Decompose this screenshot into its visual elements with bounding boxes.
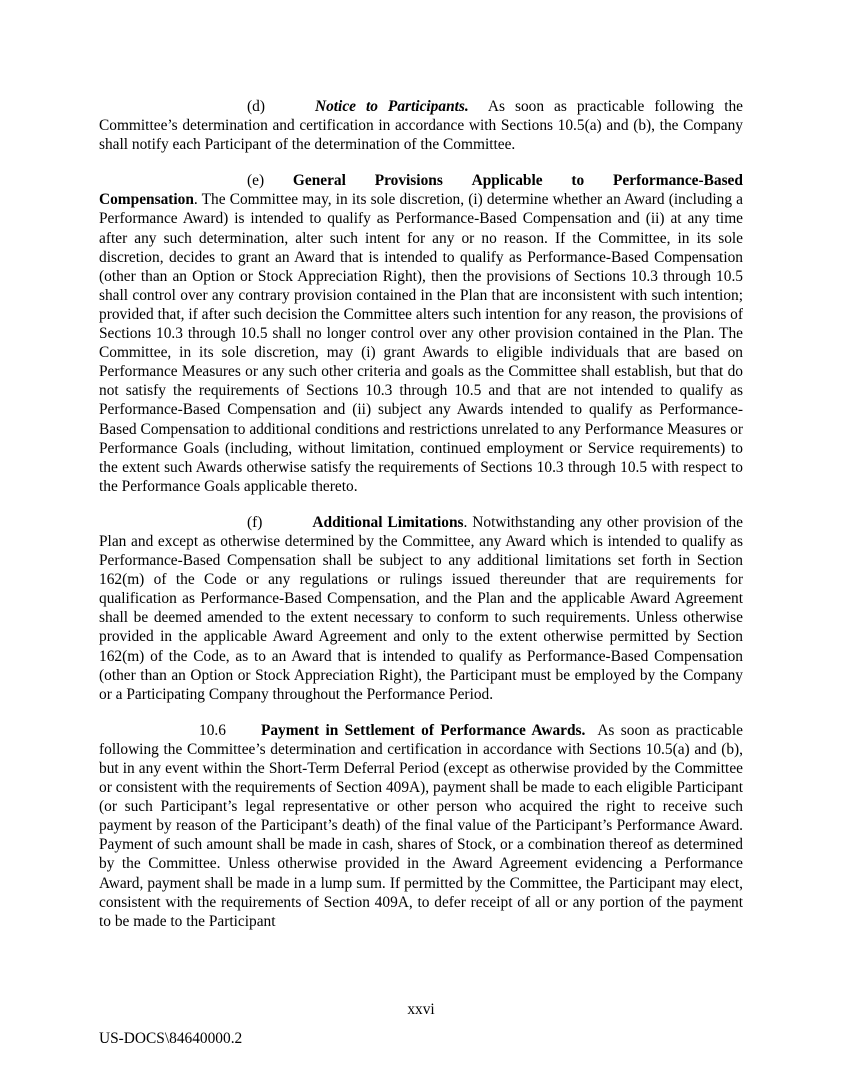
section-e-text: . The Committee may, in its sole discretion, (i) determine whether an Award (including a Performance Award) is intended to qualify as Performance-Based Compensation and (ii) at any time after any such determination, alter such intent for any or no reason. If the Committee, in its sole discretion, decides to grant an Award that is intended to qualify as Performance-Based Compensation (other than an Option or Stock Appreciation Right), then the provisions of Sections 10.3 through 10.5 shall control over any contrary provision contained in the Plan that are inconsistent with such intention; provided that, if after such decision the Committee alters such intention for any reason, the provisions of Sections 10.3 through 10.5 shall no longer control over any other provision contained in the Plan. The Committee, in its sole discretion, may (i) grant Awards to eligible individuals that are based on Performance Measures or any such other criteria and goals as the Committee shall establish, but that do not satisfy the requirements of Sections 10.3 through 10.5 and that are not intended to qualify as Performance-Based Compensation and (ii) subject any Awards intended to qualify as Performance-Based Compensation to additional conditions and restrictions unrelated to any Performance Measures or Performance Goals (including, without limitation, continued employment or Service requirements) to the extent such Awards otherwise satisfy the requirements of Sections 10.3 through 10.5 with respect to the Performance Goals applicable thereto. (99, 191, 743, 495)
section-10-6 (99, 721, 743, 931)
section-10-6-label: 10.6 (199, 721, 226, 739)
section-10-6-heading: Payment in Settlement of Performance Awards. (260, 721, 586, 739)
section-10-6-text: As soon as practicable following the Committee’s determination and certification in accordance with Sections 10.5(a) and (b), but in any event within the Short-Term Deferral Period (except as otherwise provided by the Committee or consistent with the requirements of Section 409A), payment shall be made to each eligible Participant (or such Participant’s legal representative or other person who acquired the right to receive such payment by reason of the Participant’s death) of the final value of the Participant’s Performance Award. Payment of such amount shall be made in cash, shares of Stock, or a combination thereof as determined by the Committee. Unless otherwise provided in the Award Agreement evidencing a Performance Award, payment shall be made in a lump sum. If permitted by the Committee, the Participant may elect, consistent with the requirements of Section 409A, to defer receipt of all or any portion of the payment to be made to the Participant (99, 721, 743, 930)
section-d-text: As soon as practicable following the Committee’s determination and certification in accordance with Sections 10.5(a) and (b), the Company shall notify each Participant of the determination of the Committee. (99, 98, 744, 154)
section-f-label: (f) (247, 513, 263, 531)
section-f-text: . Notwithstanding any other provision of the Plan and except as otherwise determined by the Committee, any Award which is intended to qualify as Performance-Based Compensation shall be subject to any additional limitations set forth in Section 162(m) of the Code or any regulations or rulings issued thereunder that are requirements for qualification as Performance-Based Compensation, and the Plan and the applicable Award Agreement shall be deemed amended to the extent necessary to conform to such requirements. Unless otherwise provided in the applicable Award Agreement and only to the extent otherwise permitted by Section 162(m) of the Code, as to an Award that is intended to qualify as Performance-Based Compensation (other than an Option or Stock Appreciation Right), the Participant must be employed by the Company or a Participating Company throughout the Performance Period. (99, 513, 743, 703)
section-e (99, 171, 743, 496)
section-e-heading-word: Provisions (374, 172, 443, 190)
page-number: xxvi (407, 1001, 435, 1018)
section-e-heading-tail: Compensation (99, 191, 194, 209)
section-e-heading-word: Applicable (471, 172, 543, 190)
section-f-heading: Additional Limitations (312, 513, 464, 531)
section-f (99, 513, 743, 704)
section-e-label: (e) (247, 172, 265, 190)
section-e-heading-word: to (571, 172, 585, 190)
section-d (99, 97, 743, 154)
section-e-heading-word: General (292, 172, 346, 190)
document-footer-id: US-DOCS\84640000.2 (99, 1030, 243, 1047)
document-body (99, 97, 743, 948)
section-d-heading: Notice to Participants. (314, 98, 469, 115)
section-e-heading-line (99, 171, 743, 190)
section-d-label: (d) (247, 98, 265, 115)
section-e-heading-word: Performance-Based (613, 172, 743, 190)
